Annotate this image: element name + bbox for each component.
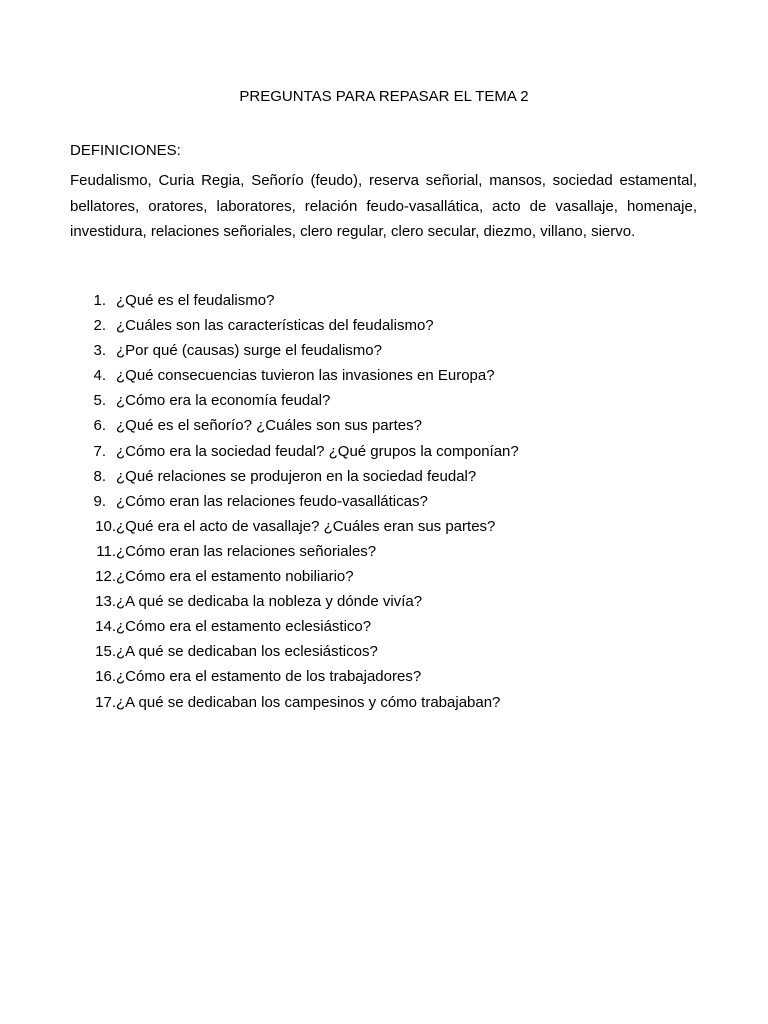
list-item xyxy=(70,413,690,438)
list-item xyxy=(70,338,690,363)
page-title: PREGUNTAS PARA REPASAR EL TEMA 2 xyxy=(239,88,529,105)
questions-list xyxy=(70,288,690,715)
list-item xyxy=(70,388,690,413)
question-number: 8. xyxy=(93,467,106,485)
definitions-heading: DEFINICIONES: xyxy=(70,142,181,159)
question-text: ¿A qué se dedicaban los campesinos y cómo trabajaban? xyxy=(116,693,501,711)
question-number: 3. xyxy=(93,342,106,360)
question-number: 14. xyxy=(95,618,116,636)
list-item xyxy=(70,614,690,639)
question-number: 12. xyxy=(95,568,116,586)
question-number: 2. xyxy=(93,317,106,335)
list-item xyxy=(70,639,690,664)
question-number: 5. xyxy=(93,392,106,410)
question-number: 9. xyxy=(93,492,106,510)
definitions-paragraph: Feudalismo, Curia Regia, Señorío (feudo), reserva señorial, mansos, sociedad estamental, bellatores, oratores, laboratores, relación feudo-vasallática, acto de vasallaje, homenaje, investidura, relaciones señoriales, clero regular, clero secular, diezmo, villano, siervo. xyxy=(70,172,697,240)
question-number: 10. xyxy=(95,517,116,535)
question-text: ¿Cómo era la economía feudal? xyxy=(116,392,331,410)
question-text: ¿Cómo eran las relaciones feudo-vasalláticas? xyxy=(116,492,428,510)
question-text: ¿Por qué (causas) surge el feudalismo? xyxy=(116,342,382,360)
question-text: ¿Qué es el señorío? ¿Cuáles son sus partes? xyxy=(116,417,422,435)
question-number: 17. xyxy=(95,693,116,711)
list-item xyxy=(70,564,690,589)
list-item xyxy=(70,690,690,715)
question-text: ¿Qué relaciones se produjeron en la sociedad feudal? xyxy=(116,467,477,485)
question-text: ¿Qué consecuencias tuvieron las invasiones en Europa? xyxy=(116,367,495,385)
question-number: 11. xyxy=(96,542,116,560)
question-text: ¿Cómo era el estamento de los trabajadores? xyxy=(116,668,422,686)
question-number: 4. xyxy=(93,367,106,385)
question-number: 7. xyxy=(93,442,106,460)
list-item xyxy=(70,464,690,489)
question-number: 16. xyxy=(95,668,116,686)
question-text: ¿Qué era el acto de vasallaje? ¿Cuáles eran sus partes? xyxy=(116,517,496,535)
list-item xyxy=(70,313,690,338)
question-text: ¿A qué se dedicaba la nobleza y dónde vivía? xyxy=(116,593,423,611)
question-text: ¿Cómo era el estamento nobiliario? xyxy=(116,568,354,586)
question-text: ¿Cómo era el estamento eclesiástico? xyxy=(116,618,372,636)
question-text: ¿Qué es el feudalismo? xyxy=(116,292,275,309)
question-number: 13. xyxy=(95,593,116,611)
list-item xyxy=(70,288,690,313)
list-item xyxy=(70,363,690,388)
question-number: 1. xyxy=(93,292,106,309)
question-number: 6. xyxy=(93,417,106,435)
list-item xyxy=(70,539,690,564)
question-text: ¿A qué se dedicaban los eclesiásticos? xyxy=(116,643,378,661)
list-item xyxy=(70,514,690,539)
list-item xyxy=(70,439,690,464)
list-item xyxy=(70,664,690,689)
question-text: ¿Cuáles son las características del feudalismo? xyxy=(116,317,434,335)
question-text: ¿Cómo era la sociedad feudal? ¿Qué grupos la componían? xyxy=(116,442,519,460)
question-text: ¿Cómo eran las relaciones señoriales? xyxy=(116,542,377,560)
list-item xyxy=(70,489,690,514)
question-number: 15. xyxy=(95,643,116,661)
list-item xyxy=(70,589,690,614)
